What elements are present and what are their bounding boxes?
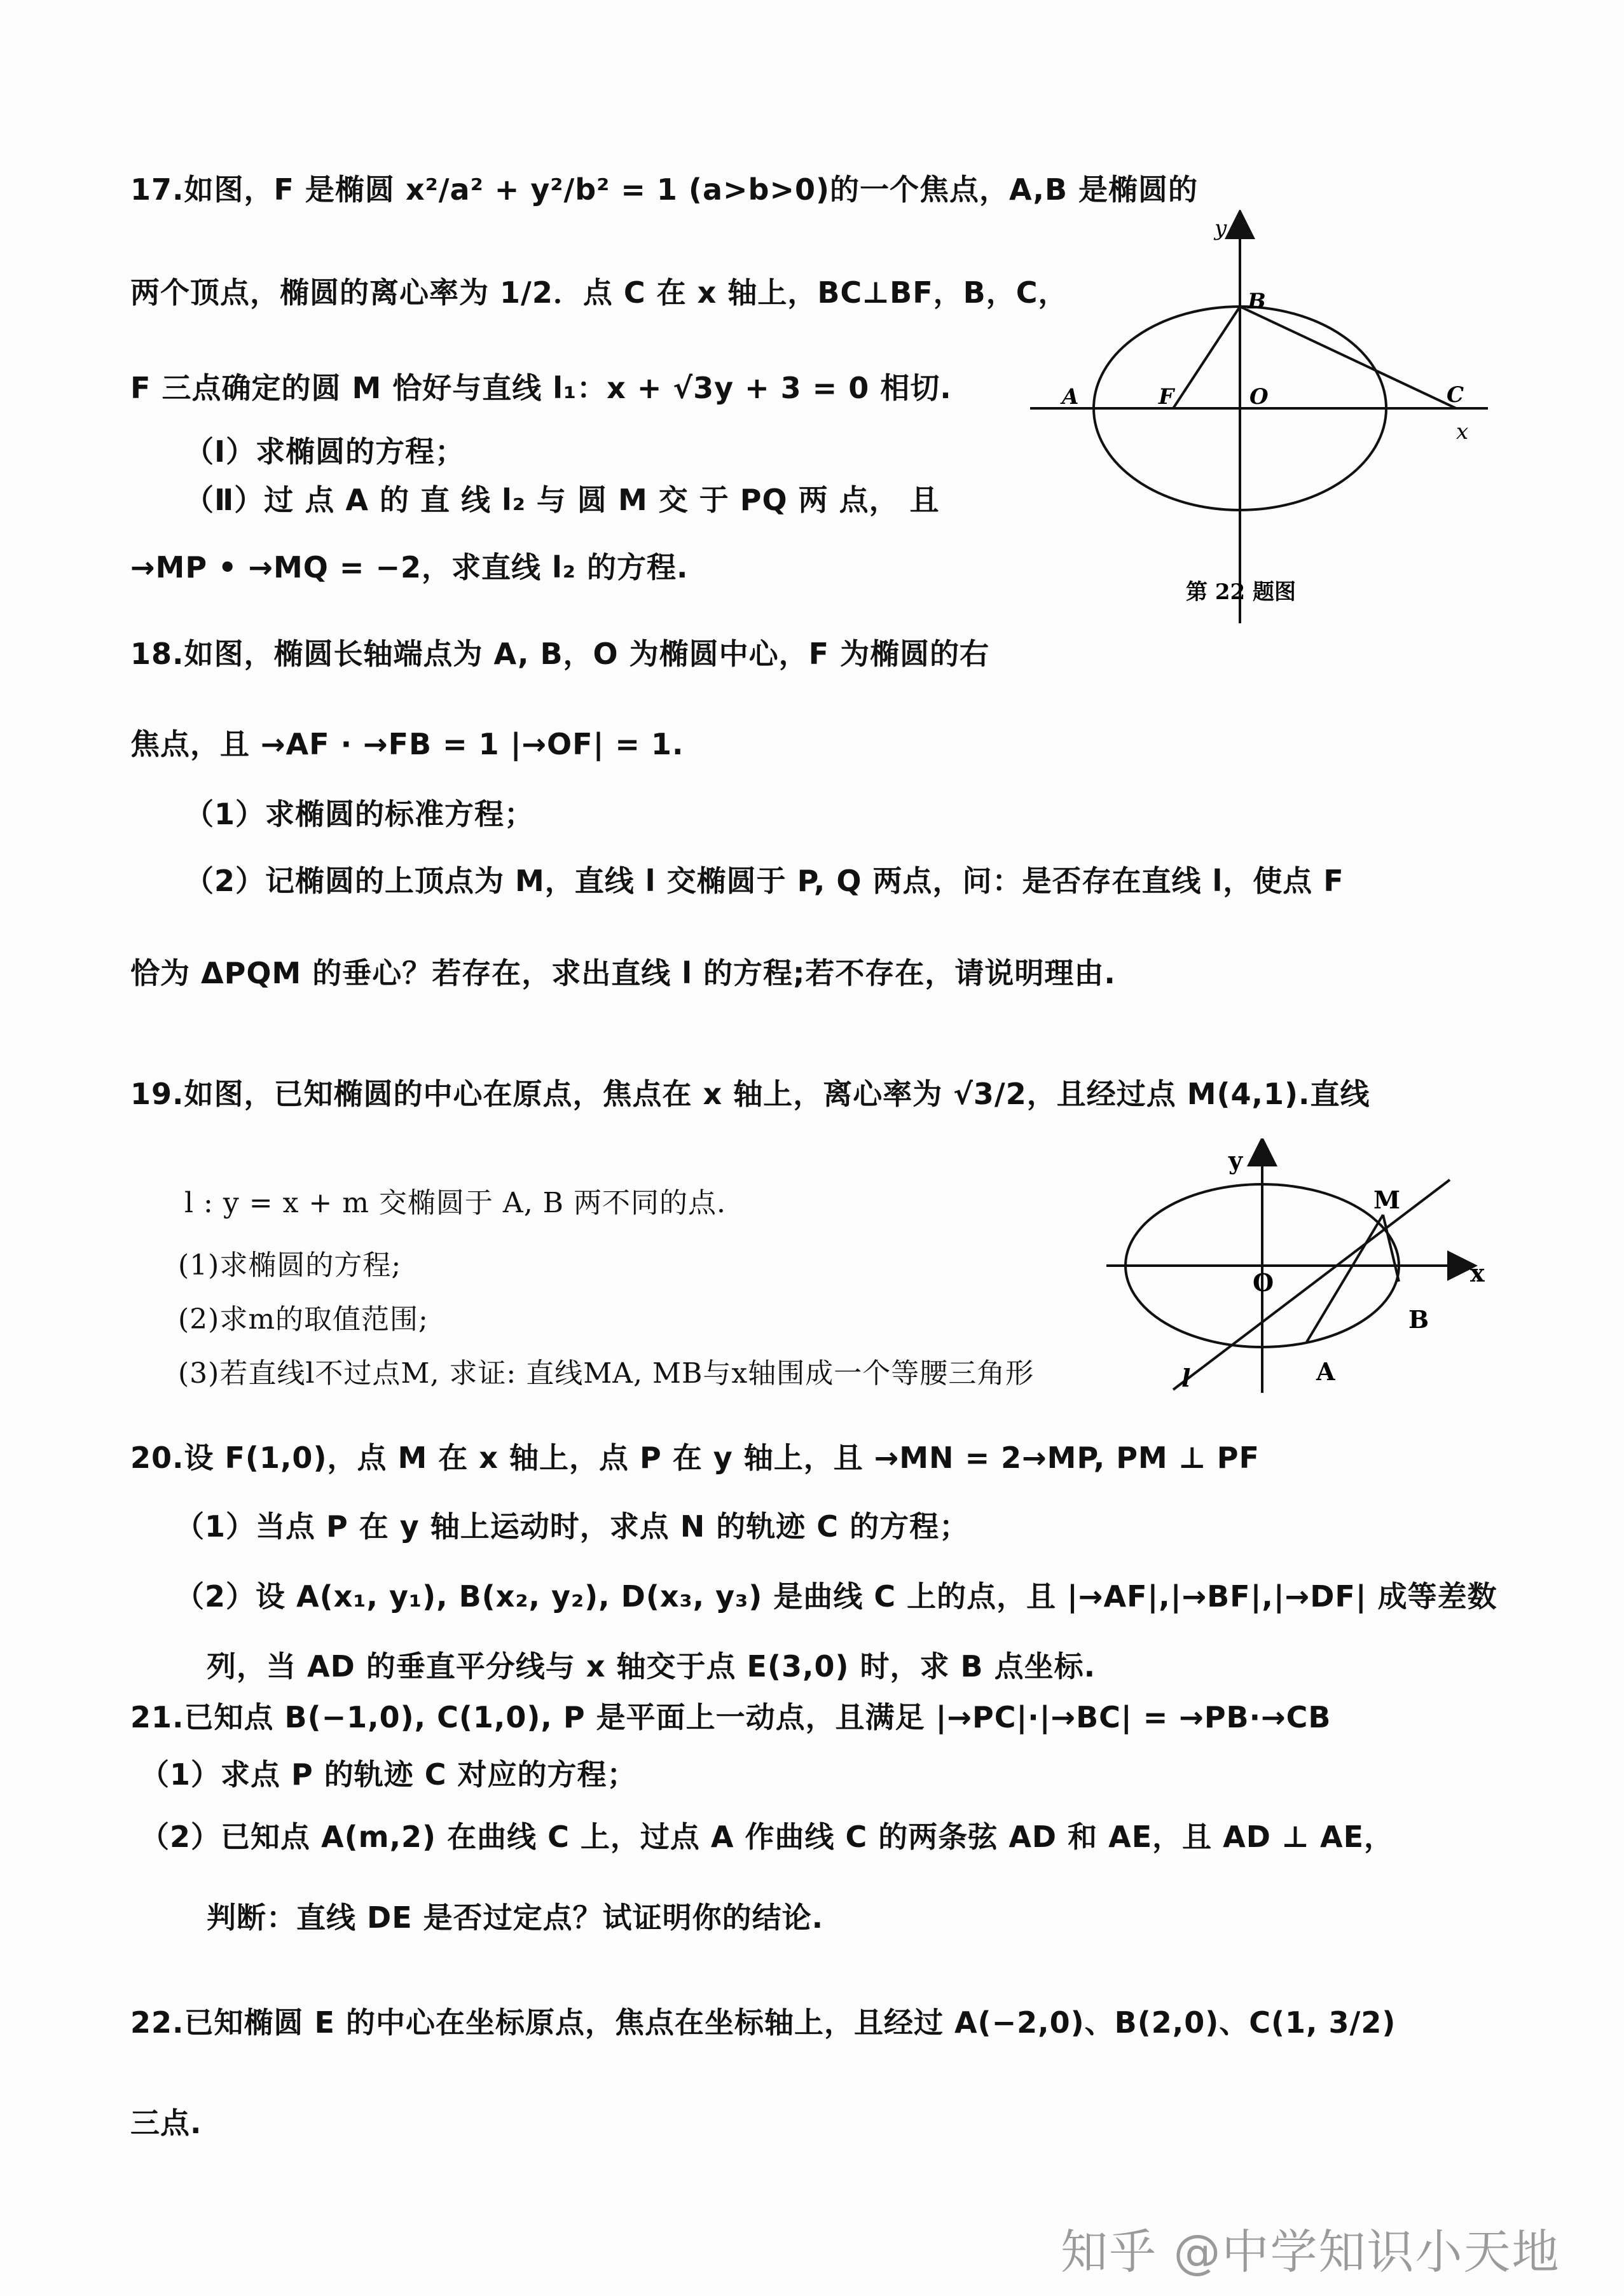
problem-22-line-1: 22.已知椭圆 E 的中心在坐标原点，焦点在坐标轴上，且经过 A(−2,0)、B(2,0)、C(1, 3/2) [130, 2005, 1396, 2040]
ellipse-figure-2 [1081, 1138, 1513, 1406]
problem-20-part-1: （1）当点 P 在 y 轴上运动时，求点 N 的轨迹 C 的方程； [175, 1509, 970, 1544]
problem-20-part-2-cont: 列，当 AD 的垂直平分线与 x 轴交于点 E(3,0) 时，求 B 点坐标. [207, 1649, 1096, 1684]
segment-BC [1240, 307, 1456, 408]
problem-18-part-2-cont: 恰为 ΔPQM 的垂心？若存在，求出直线 l 的方程;若不存在，请说明理由. [130, 956, 1116, 990]
problem-18-part-2: （2）记椭圆的上顶点为 M，直线 l 交椭圆于 P, Q 两点，问：是否存在直线 l，使点 F [184, 864, 1344, 898]
label-A: A [1062, 384, 1079, 410]
problem-19-line-2: l : y = x + m 交椭圆于 A, B 两不同的点. [184, 1187, 726, 1219]
problem-20-line-1: 20.设 F(1,0)，点 M 在 x 轴上，点 P 在 y 轴上，且 →MN = 2→MP, PM ⊥ PF [130, 1441, 1260, 1475]
problem-21-part-1: （1）求点 P 的轨迹 C 对应的方程； [140, 1757, 637, 1792]
line-l [1173, 1180, 1450, 1390]
problem-18-line-2: 焦点，且 →AF · →FB = 1 |→OF| = 1. [130, 727, 684, 761]
problem-19-part-3: (3)若直线l不过点M, 求证: 直线MA, MB与x轴围成一个等腰三角形 [178, 1357, 1035, 1390]
label-B: B [1248, 289, 1266, 314]
label-l: l [1181, 1364, 1191, 1392]
label-x: x [1456, 419, 1469, 445]
label-M: M [1373, 1186, 1401, 1214]
problem-19-line-1: 19.如图，已知椭圆的中心在原点，焦点在 x 轴上，离心率为 √3/2，且经过点 M(4,1).直线 [130, 1077, 1370, 1111]
problem-22-line-2: 三点. [130, 2106, 202, 2140]
problem-17-part-2: （Ⅱ）过 点 A 的 直 线 l₂ 与 圆 M 交 于 PQ 两 点， 且 [184, 483, 940, 517]
ellipse-figure-1 [1017, 210, 1501, 623]
problem-17-line-3: F 三点确定的圆 M 恰好与直线 l₁：x + √3y + 3 = 0 相切. [130, 371, 952, 405]
label-x: x [1470, 1259, 1485, 1287]
problem-17-part-1: （Ⅰ）求椭圆的方程； [184, 434, 465, 469]
problem-18-line-1: 18.如图，椭圆长轴端点为 A, B，O 为椭圆中心，F 为椭圆的右 [130, 637, 990, 671]
label-C: C [1447, 382, 1464, 408]
label-F: F [1159, 384, 1174, 410]
label-B: B [1408, 1305, 1429, 1334]
watermark: 知乎 @中学知识小天地 [1061, 2225, 1560, 2279]
problem-21-line-1: 21.已知点 B(−1,0), C(1,0), P 是平面上一动点，且满足 |→PC|·|→BC| = →PB·→CB [130, 1700, 1332, 1734]
problem-19-part-2: (2)求m的取值范围; [178, 1303, 429, 1336]
problem-21-part-2: （2）已知点 A(m,2) 在曲线 C 上，过点 A 作曲线 C 的两条弦 AD 和 AE，且 AD ⊥ AE， [140, 1820, 1394, 1854]
problem-20-part-2: （2）设 A(x₁, y₁), B(x₂, y₂), D(x₃, y₃) 是曲线 C 上的点，且 |→AF|,|→BF|,|→DF| 成等差数 [175, 1579, 1497, 1614]
figure-caption: 第 22 题图 [1186, 579, 1296, 605]
label-A: A [1316, 1357, 1335, 1386]
problem-19-part-1: (1)求椭圆的方程; [178, 1249, 402, 1282]
problem-17-line-1: 17.如图，F 是椭圆 x²/a² + y²/b² = 1 (a>b>0)的一个焦点，A,B 是椭圆的 [130, 172, 1199, 207]
problem-17-part-2-cont: →MP • →MQ = −2，求直线 l₂ 的方程. [130, 550, 689, 584]
segment-BF [1173, 307, 1240, 408]
label-y: y [1215, 216, 1227, 241]
problem-18-part-1: （1）求椭圆的标准方程； [184, 797, 535, 831]
problem-17-line-2: 两个顶点，椭圆的离心率为 1/2．点 C 在 x 轴上，BC⊥BF，B，C， [130, 275, 1068, 310]
label-y: y [1228, 1146, 1243, 1175]
label-O: O [1253, 1268, 1274, 1297]
label-O: O [1249, 384, 1269, 410]
problem-21-part-2-cont: 判断：直线 DE 是否过定点？试证明你的结论. [207, 1900, 824, 1935]
